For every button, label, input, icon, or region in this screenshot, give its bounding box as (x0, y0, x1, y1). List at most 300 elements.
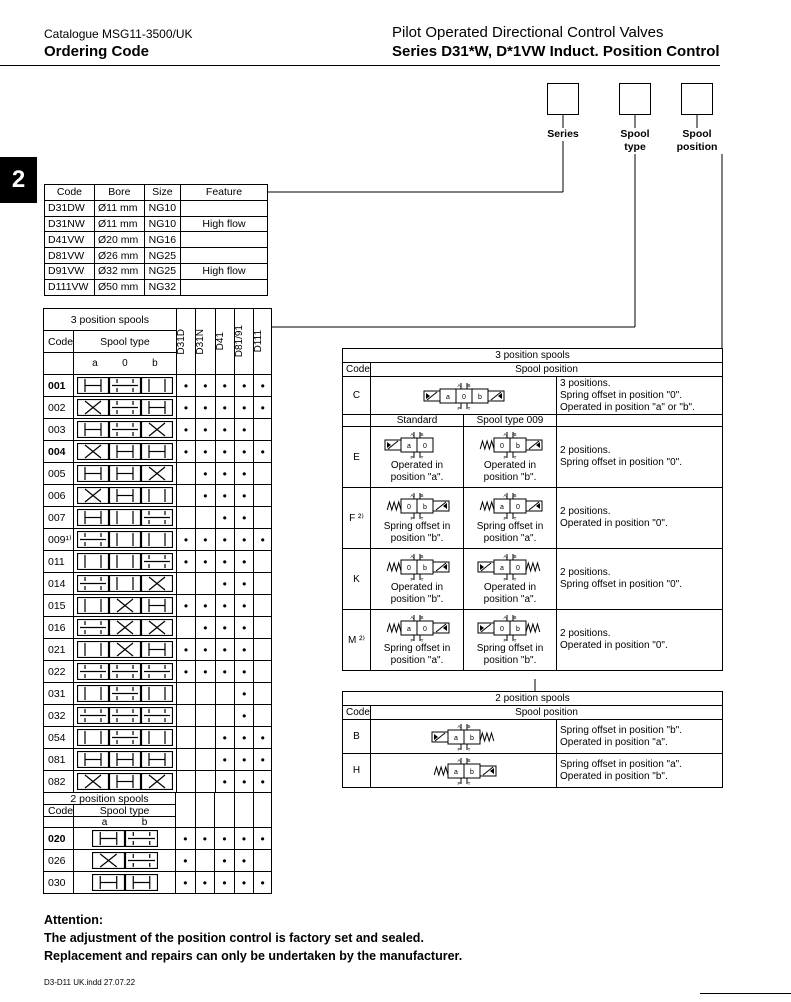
availability-dot: • (242, 620, 247, 635)
availability-cell (254, 507, 272, 529)
availability-cell (176, 639, 195, 661)
availability-cell (254, 683, 272, 705)
availability-dot: • (222, 466, 227, 481)
symbol-caption: Spring offset in (476, 521, 544, 532)
spool-code: 054 (44, 727, 74, 749)
availability-cell (176, 441, 195, 463)
svg-text:A: A (410, 615, 414, 620)
spool-type-box-label: Spool type (620, 128, 650, 153)
bore-row (45, 263, 268, 279)
svg-text:P: P (410, 577, 414, 582)
position-row (343, 720, 723, 754)
availability-cell (234, 441, 253, 463)
spool-symbol-icon (77, 707, 173, 724)
svg-text:a: a (445, 393, 450, 401)
symbol-caption: position "a". (483, 533, 537, 544)
svg-text:P: P (410, 455, 414, 460)
position-code: C (343, 377, 371, 415)
svg-text:A: A (503, 554, 507, 559)
bore-row (45, 248, 268, 264)
spool-symbol-icon (77, 443, 173, 460)
spool2-table (43, 792, 272, 894)
availability-dot: • (242, 400, 247, 415)
availability-cell (234, 705, 253, 727)
spool-row (44, 573, 272, 595)
availability-dot: • (203, 444, 208, 459)
svg-text:b: b (477, 393, 482, 401)
spool-row (44, 683, 272, 705)
availability-cell (234, 507, 253, 529)
position-subheader: Spool type 009 (464, 415, 557, 427)
availability-dot: • (222, 422, 227, 437)
symbol-caption: position "a". (483, 594, 537, 605)
svg-text:P: P (503, 516, 507, 521)
availability-dot: • (242, 752, 247, 767)
availability-cell (196, 419, 215, 441)
bore-feature (181, 279, 268, 295)
svg-text:A: A (410, 554, 414, 559)
availability-cell (176, 661, 195, 683)
spool-row (44, 375, 272, 397)
svg-text:b: b (516, 443, 520, 450)
series-col-header: D81/91 (234, 309, 253, 375)
availability-cell (215, 850, 235, 872)
position-symbol-cell (371, 720, 557, 754)
position-symbol-cell (371, 754, 557, 788)
availability-cell (196, 441, 215, 463)
availability-dot: • (222, 576, 227, 591)
availability-dot: • (183, 400, 189, 415)
svg-text:P: P (456, 780, 461, 786)
availability-dot: • (183, 853, 188, 868)
availability-cell (195, 828, 215, 850)
bore-size: NG16 (144, 232, 180, 248)
svg-text:0: 0 (407, 565, 411, 572)
availability-dot: • (183, 875, 188, 890)
availability-dot: • (260, 532, 265, 547)
spool-code: 030 (44, 872, 74, 894)
position-symbol-cell (464, 488, 557, 549)
footer-file-info: D3-D11 UK.indd 27.07.22 (44, 978, 136, 987)
availability-cell (215, 617, 234, 639)
bore-feature: High flow (181, 216, 268, 232)
symbol-caption: Operated in (390, 582, 444, 593)
svg-text:P: P (410, 516, 414, 521)
availability-dot: • (242, 554, 247, 569)
availability-cell (215, 661, 234, 683)
availability-cell (234, 573, 253, 595)
spool-code: 021 (44, 639, 74, 661)
spool-row (44, 529, 272, 551)
valve-symbol-icon (383, 491, 451, 521)
position-labels: a 0 b (74, 353, 177, 375)
availability-cell (254, 573, 272, 595)
availability-dot: • (242, 686, 247, 701)
availability-dot: • (242, 598, 247, 613)
valve-symbol-icon (430, 756, 498, 786)
availability-cell (176, 828, 196, 850)
spool-symbol-icon (77, 531, 173, 548)
availability-dot: • (202, 875, 207, 890)
availability-dot: • (241, 853, 247, 868)
spool-code: 004 (44, 441, 74, 463)
availability-cell (195, 872, 215, 894)
spool-symbol-cell (74, 507, 177, 529)
spool-symbol-cell (74, 529, 177, 551)
symbol-caption: position "b". (483, 655, 537, 666)
position-subheader: Standard (371, 415, 464, 427)
availability-dot: • (203, 488, 208, 503)
availability-dot: • (260, 831, 265, 846)
spool3-title: 3 position spools (44, 309, 177, 331)
availability-dot: • (183, 598, 189, 613)
bore-size: NG25 (144, 248, 180, 264)
svg-text:0: 0 (407, 504, 411, 511)
spool-type-col-header: Spool type (74, 805, 176, 817)
valve-symbol-icon (383, 552, 451, 582)
availability-dot: • (242, 664, 247, 679)
spool-symbol-icon (77, 399, 173, 416)
availability-cell (254, 595, 272, 617)
availability-cell (215, 375, 234, 397)
availability-cell (234, 617, 253, 639)
availability-cell (215, 419, 234, 441)
availability-dot: • (222, 774, 227, 789)
spool2-title: 2 position spools (44, 793, 176, 805)
availability-cell (254, 617, 272, 639)
availability-dot: • (222, 752, 227, 767)
spool-row (44, 463, 272, 485)
bore-feature (181, 248, 268, 264)
availability-dot: • (260, 400, 265, 415)
spool-code: 007 (44, 507, 74, 529)
availability-cell (234, 683, 253, 705)
spool-code: 011 (44, 551, 74, 573)
svg-text:b: b (423, 565, 427, 572)
availability-dot: • (242, 378, 247, 393)
spool-code: 026 (44, 850, 74, 872)
availability-dot: • (242, 576, 247, 591)
position-description: 2 positions. Spring offset in position "0". (557, 427, 723, 488)
bore-feature (181, 200, 268, 216)
code-col-header: Code (343, 706, 371, 720)
position-symbol-cell (464, 427, 557, 488)
svg-text:A: A (410, 432, 414, 437)
attention-line: The adjustment of the position control is factory set and sealed. (44, 931, 424, 945)
spool-symbol-icon (77, 377, 173, 394)
availability-dot: • (203, 378, 208, 393)
series-box-label: Series (547, 128, 579, 140)
spool-row (44, 507, 272, 529)
availability-cell (196, 727, 215, 749)
spool-row (44, 419, 272, 441)
spool-row (44, 749, 272, 771)
availability-cell (254, 397, 272, 419)
availability-dot: • (203, 466, 208, 481)
svg-text:a: a (407, 626, 411, 633)
valve-symbol-icon (422, 381, 506, 411)
availability-cell (254, 727, 272, 749)
bore-feature: High flow (181, 263, 268, 279)
svg-text:T: T (467, 780, 470, 786)
spool-symbol-icon (77, 487, 173, 504)
svg-text:P: P (503, 577, 507, 582)
pos2-table (342, 691, 723, 788)
spool-code: 002 (44, 397, 74, 419)
availability-cell (254, 485, 272, 507)
series-col-header: D31D (176, 309, 195, 375)
availability-cell (215, 749, 234, 771)
availability-dot: • (260, 444, 265, 459)
position-description: 2 positions. Operated in position "0". (557, 610, 723, 671)
bore-row (45, 200, 268, 216)
availability-cell (215, 507, 234, 529)
bore-code: D31DW (45, 200, 95, 216)
spool-code: 081 (44, 749, 74, 771)
availability-cell (196, 397, 215, 419)
position-symbol-cell (371, 377, 557, 415)
availability-cell (176, 529, 195, 551)
spool-position-col-header: Spool position (371, 706, 723, 720)
availability-cell (176, 507, 195, 529)
position-row (343, 377, 723, 415)
spool-row (44, 828, 272, 850)
spool-symbol-icon (77, 619, 173, 636)
svg-text:B: B (513, 554, 517, 559)
availability-dot: • (183, 642, 189, 657)
spool-row (44, 551, 272, 573)
svg-text:B: B (513, 615, 517, 620)
spool-symbol-icon (92, 830, 158, 847)
availability-cell (215, 595, 234, 617)
spool-symbol-icon (77, 685, 173, 702)
availability-cell (176, 375, 195, 397)
availability-dot: • (222, 664, 227, 679)
code-col-header: Code (44, 805, 74, 817)
svg-text:b: b (423, 504, 427, 511)
position-description: Spring offset in position "b". Operated in position "a". (557, 720, 723, 754)
availability-cell (234, 661, 253, 683)
series-col-header: D41 (215, 309, 234, 375)
svg-text:a: a (407, 443, 411, 450)
availability-cell (254, 441, 272, 463)
position-code: F ²⁾ (343, 488, 371, 549)
bore-row (45, 279, 268, 295)
valve-symbol-icon (383, 430, 451, 460)
svg-text:A: A (456, 382, 461, 388)
spool-code: 001 (44, 375, 74, 397)
attention-line: Replacement and repairs can only be undertaken by the manufacturer. (44, 949, 463, 963)
spool-symbol-cell (74, 661, 177, 683)
svg-text:0: 0 (500, 626, 504, 633)
spool-symbol-icon (77, 465, 173, 482)
availability-dot: • (183, 831, 188, 846)
svg-text:B: B (420, 432, 424, 437)
availability-cell (234, 872, 254, 894)
availability-dot: • (222, 620, 227, 635)
svg-text:a: a (500, 565, 504, 572)
availability-dot: • (183, 444, 189, 459)
catalogue-number: Catalogue MSG11-3500/UK (44, 27, 193, 41)
availability-cell (176, 463, 195, 485)
bore-code: D31NW (45, 216, 95, 232)
availability-cell (215, 573, 234, 595)
spool-symbol-icon (77, 773, 173, 790)
availability-cell (234, 727, 253, 749)
spool-symbol-cell (74, 463, 177, 485)
availability-dot: • (242, 774, 247, 789)
availability-cell (254, 529, 272, 551)
svg-text:B: B (466, 382, 471, 388)
bore-row (45, 216, 268, 232)
bore-size: NG25 (144, 263, 180, 279)
bore-diameter: Ø20 mm (94, 232, 144, 248)
svg-text:0: 0 (461, 393, 466, 401)
spool-code: 016 (44, 617, 74, 639)
availability-dot: • (203, 554, 208, 569)
symbol-caption: Spring offset in (476, 643, 544, 654)
spool-symbol-cell (74, 749, 177, 771)
availability-dot: • (242, 642, 247, 657)
availability-cell (196, 551, 215, 573)
spool-symbol-cell (74, 397, 177, 419)
availability-cell (254, 749, 272, 771)
spool-symbol-cell (74, 639, 177, 661)
valve-symbol-icon (430, 722, 498, 752)
availability-cell (196, 617, 215, 639)
availability-cell (196, 705, 215, 727)
availability-cell (215, 397, 234, 419)
bore-diameter: Ø50 mm (94, 279, 144, 295)
spool-symbol-cell (74, 551, 177, 573)
spool-symbol-icon (77, 751, 173, 768)
spool-code: 003 (44, 419, 74, 441)
availability-cell (195, 850, 215, 872)
availability-cell (234, 463, 253, 485)
availability-cell (196, 661, 215, 683)
availability-dot: • (222, 831, 227, 846)
spool-symbol-cell (74, 595, 177, 617)
position-symbol-cell (371, 610, 464, 671)
bore-row (45, 232, 268, 248)
svg-text:T: T (513, 455, 517, 460)
col-header: Code (45, 185, 95, 201)
attention-title: Attention: (44, 913, 104, 927)
spool-code: 022 (44, 661, 74, 683)
availability-cell (176, 617, 195, 639)
svg-text:A: A (503, 432, 507, 437)
availability-dot: • (260, 875, 265, 890)
position-description: 2 positions. Operated in position "0". (557, 488, 723, 549)
spool-row (44, 872, 272, 894)
availability-dot: • (222, 598, 227, 613)
availability-cell (234, 850, 254, 872)
position-description: Spring offset in position "a". Operated in position "b". (557, 754, 723, 788)
availability-dot: • (203, 532, 208, 547)
svg-text:a: a (453, 734, 458, 742)
availability-dot: • (222, 730, 227, 745)
availability-cell (176, 683, 195, 705)
availability-dot: • (222, 378, 227, 393)
pos2-title: 2 position spools (343, 692, 723, 706)
bore-diameter: Ø11 mm (94, 216, 144, 232)
series-col-header: D111 (254, 309, 272, 375)
availability-dot: • (203, 664, 208, 679)
spool-symbol-cell (74, 872, 176, 894)
availability-dot: • (183, 532, 189, 547)
spool-symbol-icon (77, 597, 173, 614)
availability-cell (215, 828, 235, 850)
availability-dot: • (260, 774, 265, 789)
position-symbol-cell (371, 427, 464, 488)
pos3-table (342, 348, 723, 671)
spool-code: 014 (44, 573, 74, 595)
availability-cell (254, 828, 272, 850)
availability-cell (254, 771, 272, 793)
spool-symbol-icon (77, 553, 173, 570)
spool-symbol-icon (77, 509, 173, 526)
attention-note (44, 911, 462, 965)
availability-cell (196, 375, 215, 397)
position-symbol-cell (464, 610, 557, 671)
position-description: 3 positions. Spring offset in position "0". Operated in position "a" or "b". (557, 377, 723, 415)
availability-cell (215, 441, 234, 463)
spool-symbol-icon (92, 852, 158, 869)
availability-cell (176, 850, 196, 872)
spool-position-col-header: Spool position (371, 363, 723, 377)
availability-dot: • (222, 400, 227, 415)
availability-dot: • (222, 853, 227, 868)
availability-dot: • (260, 730, 265, 745)
svg-text:A: A (456, 757, 461, 763)
position-row (343, 610, 723, 671)
valve-symbol-icon (476, 552, 544, 582)
col-header: Size (144, 185, 180, 201)
bore-diameter: Ø11 mm (94, 200, 144, 216)
spool-code: 032 (44, 705, 74, 727)
svg-text:B: B (466, 757, 471, 763)
svg-text:B: B (420, 615, 424, 620)
availability-dot: • (203, 400, 208, 415)
availability-cell (196, 529, 215, 551)
availability-cell (176, 397, 195, 419)
availability-cell (215, 551, 234, 573)
availability-cell (234, 639, 253, 661)
spool-symbol-icon (77, 729, 173, 746)
svg-text:T: T (420, 455, 424, 460)
spool-symbol-cell (74, 727, 177, 749)
svg-text:T: T (420, 516, 424, 521)
availability-cell (176, 419, 195, 441)
availability-dot: • (242, 466, 247, 481)
svg-text:0: 0 (500, 443, 504, 450)
spool-symbol-icon (77, 421, 173, 438)
availability-dot: • (242, 532, 247, 547)
svg-text:A: A (456, 723, 461, 729)
spool-code: 020 (44, 828, 74, 850)
svg-text:P: P (456, 746, 461, 752)
code-col-header: Code (343, 363, 371, 377)
availability-cell (215, 463, 234, 485)
availability-cell (196, 507, 215, 529)
availability-cell (234, 529, 253, 551)
svg-text:0: 0 (516, 565, 520, 572)
valve-symbol-icon (476, 491, 544, 521)
col-header: Feature (181, 185, 268, 201)
spool-symbol-icon (92, 874, 158, 891)
availability-dot: • (222, 875, 227, 890)
availability-dot: • (241, 831, 247, 846)
